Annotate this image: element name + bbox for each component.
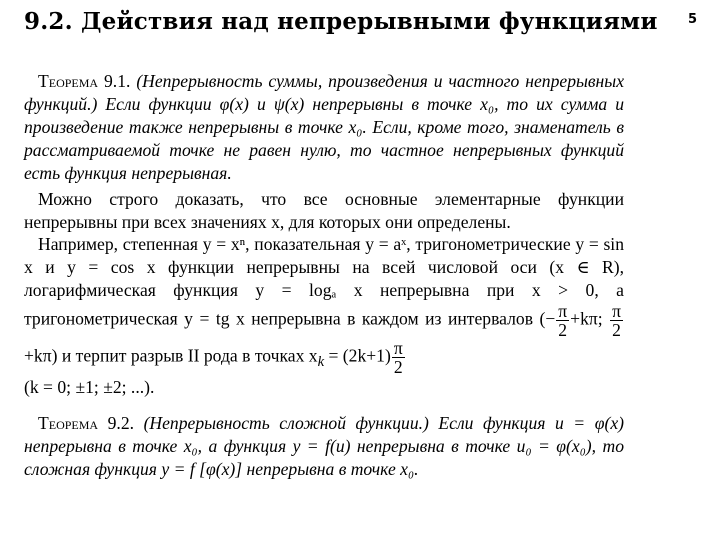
theorem-9-1-body: (Непрерывность суммы, произведения и частного непрерывных функций.) Если функции φ(x) и ψ(x) непрерывны в точке x₀, то их сумма и произведение также непрерывны в точке x₀. Если, кроме того, знаменатель в рассматриваемой точке не равен нулю, то частное непрерывных функций есть функция непрерывная. bbox=[24, 71, 624, 183]
fraction-denominator: 2 bbox=[558, 320, 568, 340]
fraction-numerator: π bbox=[558, 301, 568, 321]
theorem-9-2-body: (Непрерывность сложной функции.) Если функция u = φ(x) непрерывна в точке x₀, а функция y = f(u) непрерывна в точке u₀ = φ(x₀), то сложная функция y = f [φ(x)] непрерывна в точке x₀. bbox=[24, 413, 624, 479]
theorem-9-1 bbox=[24, 70, 624, 185]
paragraph-examples bbox=[24, 233, 624, 399]
points-formula: = (2k+1) bbox=[324, 345, 391, 366]
fraction-numerator: π bbox=[393, 338, 403, 358]
k-values: (k = 0; ±1; ±2; ...). bbox=[24, 377, 155, 397]
theorem-9-2 bbox=[24, 412, 624, 481]
fraction-denominator: 2 bbox=[612, 320, 621, 340]
paragraph-text: Можно строго доказать, что все основные элементарные функции непрерывны при всех значениях x, для которых они определены. bbox=[24, 189, 624, 232]
theorem-9-2-heading: Теорема 9.2. bbox=[38, 413, 135, 433]
fraction-pi-over-2 bbox=[556, 302, 569, 339]
theorem-9-1-heading: Теорема 9.1. bbox=[38, 71, 131, 91]
fraction-denominator: 2 bbox=[393, 357, 403, 377]
fraction-numerator: π bbox=[612, 301, 621, 321]
page-number: 5 bbox=[688, 12, 698, 27]
fraction-pi-over-2 bbox=[392, 339, 405, 376]
page-title: 9.2. Действия над непрерывными функциями bbox=[24, 8, 658, 35]
interval-middle: +kπ; bbox=[570, 308, 603, 329]
paragraph-elementary-functions bbox=[24, 188, 624, 234]
subscript-k: k bbox=[317, 354, 325, 371]
fraction-pi-over-2 bbox=[610, 302, 623, 339]
discontinuity-text: +kπ) и терпит разрыв II рода в точках x bbox=[24, 345, 318, 366]
paragraph-text-a: Например, степенная y = xⁿ, показательная y = aˣ, тригонометрические y = sin x и y = cos x функции непрерывны на всей числовой оси (x ∈ R), логарифмическая функция y = logₐ x непрерывна при x > 0, а тригонометрическая y = tg x непрерывна в каждом из интервалов (− bbox=[24, 234, 624, 329]
